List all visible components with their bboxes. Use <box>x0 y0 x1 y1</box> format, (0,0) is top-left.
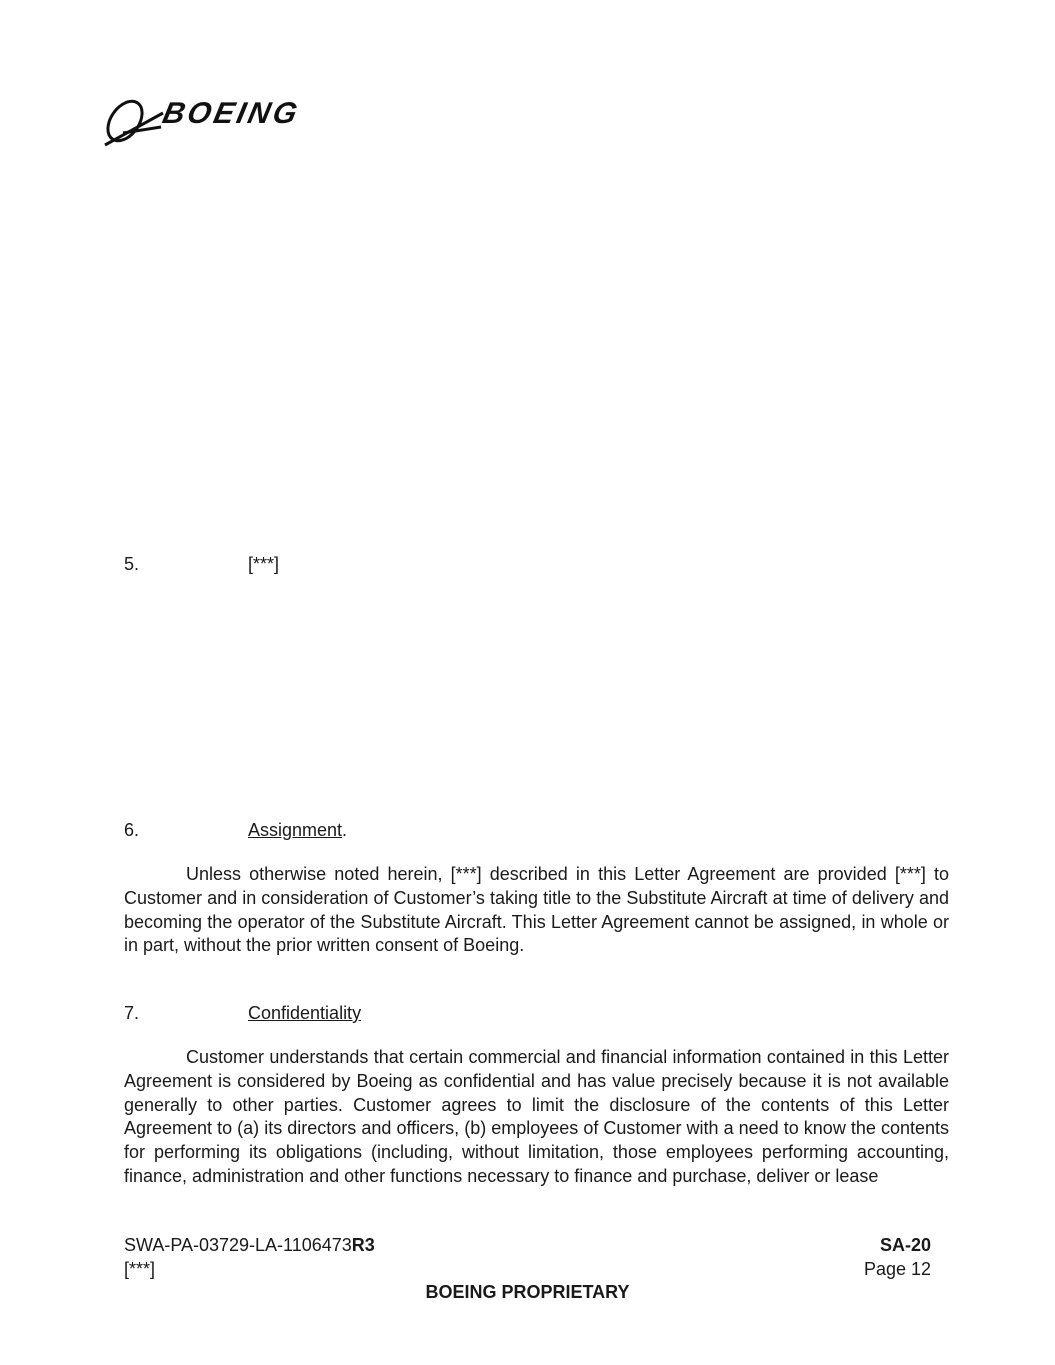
section-5-heading <box>124 553 279 575</box>
footer-left <box>124 1233 375 1281</box>
section-number: 7. <box>124 1003 140 1023</box>
section-7-heading <box>124 1002 361 1024</box>
section-6-heading <box>124 819 347 841</box>
section-title: [***] <box>248 554 280 574</box>
boeing-logo <box>103 93 343 149</box>
footer-right <box>864 1233 931 1281</box>
document-number: SWA-PA-03729-LA-1106473R3 <box>124 1235 375 1255</box>
section-number: 5. <box>124 554 140 574</box>
section-number: 6. <box>124 820 140 840</box>
footer-redaction: [***] <box>124 1259 156 1279</box>
section-title: Assignment <box>248 820 343 840</box>
section-6-paragraph: Unless otherwise noted herein, [***] described in this Letter Agreement are provided [***] to Customer and in consideration of Customer’s taking title to the Substitute Aircraft at time of delivery and becoming the operator of the Substitute Aircraft. This Letter Agreement cannot be assigned, in whole or in part, without the prior written consent of Boeing. <box>124 864 949 956</box>
revision-label: R3 <box>351 1235 375 1255</box>
boeing-logo-wordmark: BOEING <box>159 97 303 130</box>
section-title: Confidentiality <box>248 1003 362 1023</box>
section-7-paragraph: Customer understands that certain commercial and financial information contained in this Letter Agreement is considered by Boeing as confidential and has value precisely because it is not available generally to other parties. Customer agrees to limit the disclosure of the contents of this Letter Agreement to (a) its directors and officers, (b) employees of Customer with a need to know the contents for performing its obligations (including, without limitation, those employees performing accounting, finance, administration and other functions necessary to finance and purchase, deliver or lease <box>124 1047 949 1186</box>
section-title-suffix: . <box>342 820 348 840</box>
page-number: Page 12 <box>863 1259 931 1279</box>
proprietary-label: BOEING PROPRIETARY <box>425 1282 630 1302</box>
supplement-label: SA-20 <box>879 1235 931 1255</box>
